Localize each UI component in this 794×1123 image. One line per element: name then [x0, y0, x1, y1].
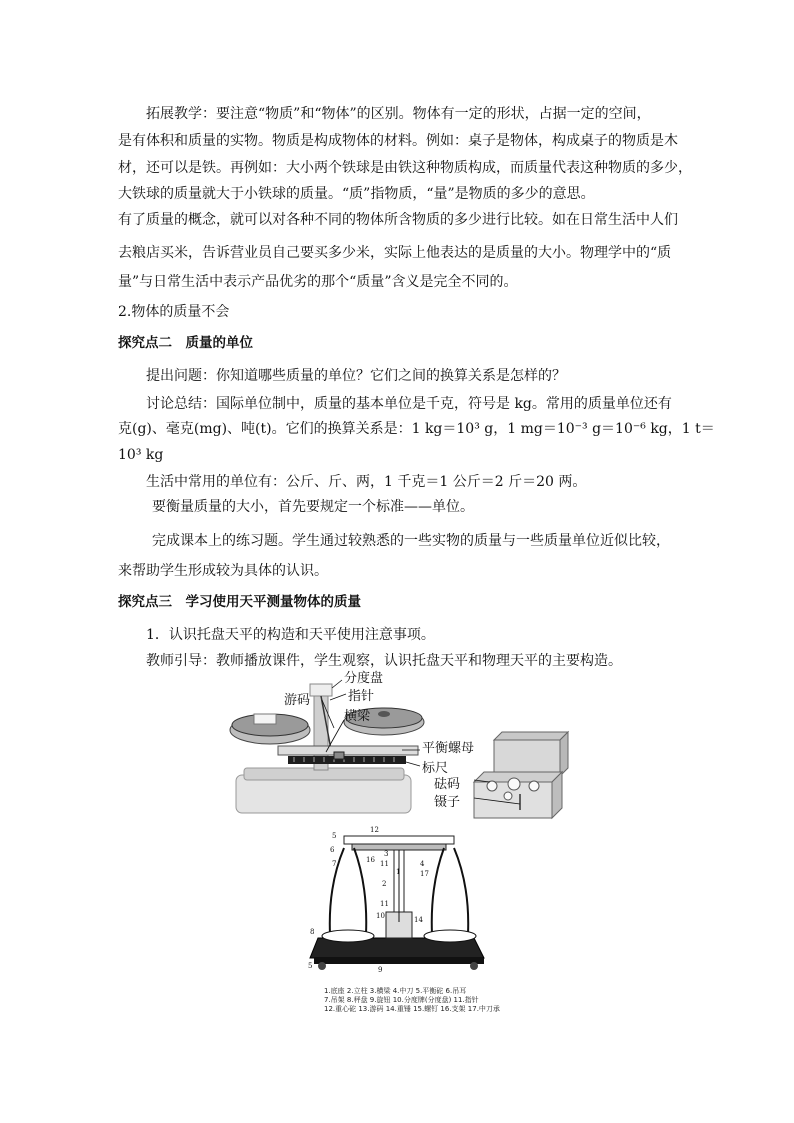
heading-section-2: 探究点二 质量的单位 [118, 335, 253, 351]
label-balance-nut: 平衡螺母 [422, 741, 475, 756]
exercise-line-1: 完成课本上的练习题。学生通过较熟悉的一些实物的质量与一些质量单位近似比较， [152, 533, 670, 549]
discussion-line-1: 讨论总结：国际单位制中，质量的基本单位是千克，符号是 kg。常用的质量单位还有 [146, 396, 672, 412]
fig2-number-14: 14 [414, 916, 423, 924]
label-tweezers: 镊子 [434, 795, 461, 810]
label-scale: 标尺 [422, 761, 449, 776]
label-weights: 砝码 [434, 777, 461, 792]
fig2-number-12: 11 [380, 860, 389, 868]
discussion-line-3: 10³ kg [118, 447, 164, 463]
fig2-number-2: 2 [382, 880, 387, 888]
standard-line: 要衡量质量的大小，首先要规定一个标准——单位。 [152, 499, 474, 515]
fig2-number-6: 6 [330, 846, 335, 854]
step-1-line: 1．认识托盘天平的构造和天平使用注意事项。 [146, 627, 435, 643]
fig2-number-7: 7 [332, 860, 337, 868]
fig2-number-10: 10 [376, 912, 385, 920]
fig2-number-8: 8 [310, 928, 315, 936]
fig2-number-13: 12 [370, 826, 379, 834]
fig2-caption-line-2: 7.吊架 8.秤盘 9.旋钮 10.分度牌(分度盘) 11.指针 [324, 996, 479, 1004]
fig2-number-4: 4 [420, 860, 425, 868]
p2-line-1: 有了质量的概念，就可以对各种不同的物体所含物质的多少进行比较。如在日常生活中人们 [118, 212, 678, 228]
p1-line-2: 是有体积和质量的实物。物质是构成物体的材料。例如：桌子是物体，构成桌子的物质是木 [118, 133, 678, 149]
question-line: 提出问题：你知道哪些质量的单位？它们之间的换算关系是怎样的？ [146, 368, 566, 384]
fig2-number-16: 16 [366, 856, 375, 864]
fig2-number-5-bottom: 5 [308, 962, 313, 970]
fig2-caption-line-3: 12.重心砣 13.游码 14.重锤 15.螺钉 16.支架 17.中刀承 [324, 1005, 500, 1013]
fig2-caption-line-1: 1.底座 2.立柱 3.横梁 4.中刀 5.平衡砣 6.吊耳 [324, 987, 467, 995]
fig2-number-17: 17 [420, 870, 429, 878]
fig2-number-11: 11 [380, 900, 389, 908]
p1-line-4: 大铁球的质量就大于小铁球的质量。“质”指物质，“量”是物质的多少的意思。 [118, 186, 595, 202]
heading-section-3: 探究点三 学习使用天平测量物体的质量 [118, 594, 361, 610]
p2-line-2: 去粮店买米，告诉营业员自己要买多少米，实际上他表达的是质量的大小。物理学中的“质 [118, 245, 672, 261]
life-units-line: 生活中常用的单位有：公斤、斤、两，1 千克＝1 公斤＝2 斤＝20 两。 [146, 474, 587, 490]
label-pointer: 指针 [348, 689, 375, 704]
p2-line-3: 量”与日常生活中表示产品优劣的那个“质量”含义是完全不同的。 [118, 274, 518, 290]
p1-line-3: 材，还可以是铁。再例如：大小两个铁球是由铁这种物质构成，而质量代表这种物质的多少， [118, 160, 692, 176]
fig2-number-5-top: 5 [332, 832, 337, 840]
physical-balance-figure [304, 826, 494, 986]
discussion-line-2: 克(g)、毫克(mg)、吨(t)。它们的换算关系是：1 kg＝10³ g，1 mg＝10⁻³ g＝10⁻⁶ kg，1 t＝ [118, 421, 715, 437]
exercise-line-2: 来帮助学生形成较为具体的认识。 [118, 563, 328, 579]
fig2-number-3: 3 [384, 850, 389, 858]
step-2-line: 教师引导：教师播放课件，学生观察，认识托盘天平和物理天平的主要构造。 [146, 653, 622, 669]
label-beam: 横梁 [344, 709, 371, 724]
label-dial: 分度盘 [344, 671, 384, 686]
p1-line-1: 拓展教学：要注意“物质”和“物体”的区别。物体有一定的形状，占据一定的空间， [146, 106, 651, 122]
tray-balance-figure [222, 670, 582, 825]
label-rider: 游码 [284, 693, 311, 708]
fig2-number-1a: 1 [396, 868, 401, 876]
fig2-number-9: 9 [378, 966, 383, 974]
p3-line: 2.物体的质量不会 [118, 304, 230, 320]
